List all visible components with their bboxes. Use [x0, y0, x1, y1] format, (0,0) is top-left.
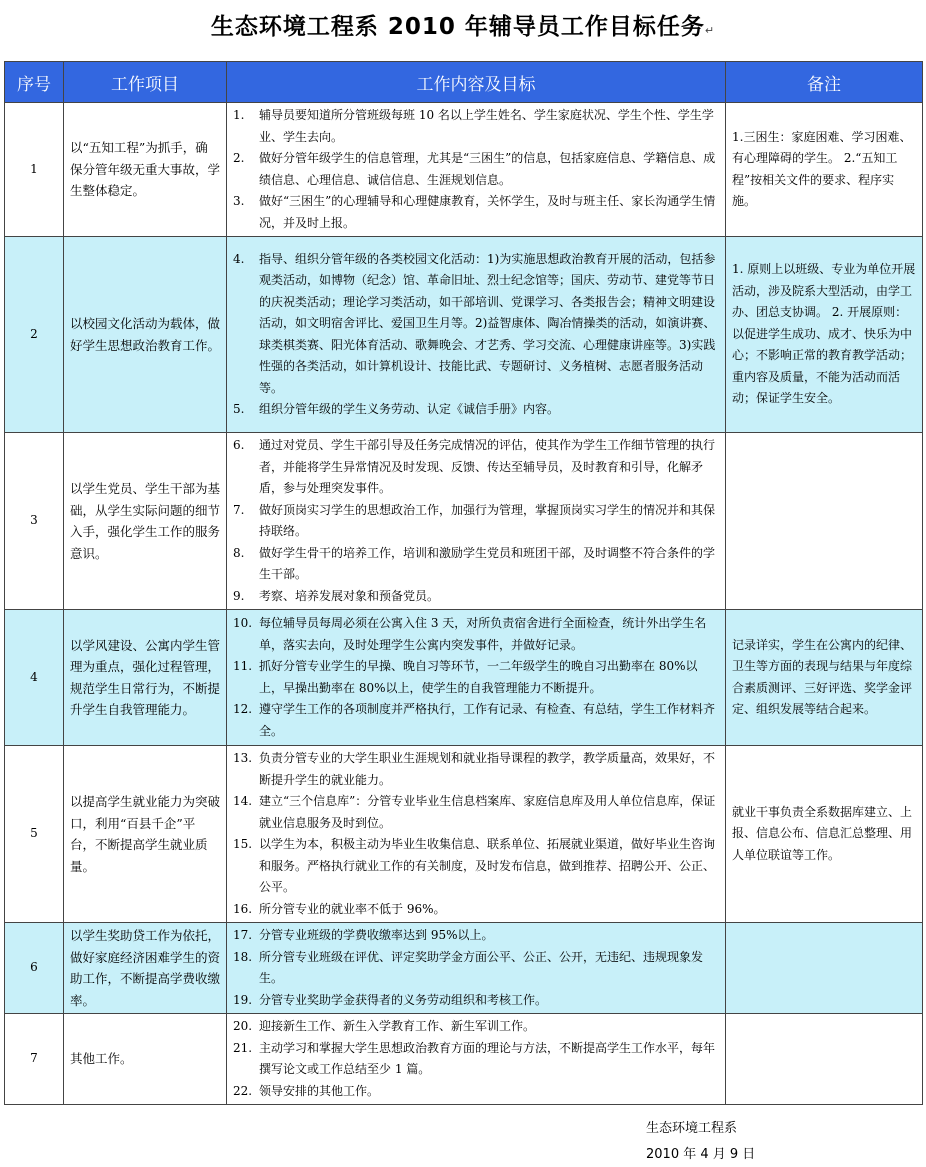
list-item: 1. 辅导员要知道所分管班级每班 10 名以上学生姓名、学生家庭状况、学生个性、学生学业、学生去向。: [233, 108, 714, 144]
list-item: 3. 做好“三困生”的心理辅导和心理健康教育，关怀学生，及时与班主任、家长沟通学生情况，并及时上报。: [233, 194, 716, 230]
row-number: 7: [5, 1014, 64, 1105]
list-item: 14. 建立“三个信息库”：分管专业毕业生信息档案库、家庭信息库及用人单位信息库，保证就业信息服务及时到位。: [233, 794, 716, 830]
content-cell: [227, 433, 726, 610]
list-item: 5. 组织分管年级的学生义务劳动、认定《诚信手册》内容。: [233, 402, 560, 416]
table-header-row: [5, 62, 923, 103]
header-content: 工作内容及目标: [227, 62, 726, 103]
header-note: 备注: [726, 62, 923, 103]
table-row: [5, 746, 923, 923]
header-project: 工作项目: [64, 62, 227, 103]
list-item: 16. 所分管专业的就业率不低于 96%。: [233, 901, 446, 916]
list-item: 10. 每位辅导员每周必须在公寓入住 3 天，对所负责宿舍进行全面检查，统计外出学生名单，落实去向，及时处理学生公寓内突发事件，并做好记录。: [233, 616, 707, 652]
project-cell: 以学生奖助贷工作为依托，做好家庭经济困难学生的资助工作，不断提高学费收缴率。: [64, 923, 227, 1014]
list-item: 18. 所分管专业班级在评优、评定奖助学金方面公平、公正、公开，无违纪、违规现象发生。: [233, 949, 704, 985]
content-cell: [227, 103, 726, 237]
note-cell: 1. 原则上以班级、专业为单位开展活动，涉及院系大型活动，由学工办、团总支协调。 2. 开展原则：以促进学生成功、成才、快乐为中心；不影响正常的教育教学活动；重内容及质量，不能为活动而活动；保证学生安全。: [726, 237, 923, 433]
project-cell: 以学风建设、公寓内学生管理为重点，强化过程管理，规范学生日常行为，不断提升学生自我管理能力。: [64, 610, 227, 746]
row-number: 1: [5, 103, 64, 237]
project-cell: 以校园文化活动为载体，做好学生思想政治教育工作。: [64, 237, 227, 433]
page-title: [0, 8, 926, 41]
list-item: 4. 指导、组织分管年级的各类校园文化活动：1)为实施思想政治教育开展的活动，包括参观类活动，如博物（纪念）馆、革命旧址、烈士纪念馆等；国庆、劳动节、建党等节日的庆祝类活动；理论学习类活动，如干部培训、党课学习、各类报告会；精神文明建设活动，如文明宿舍评比、爱国卫生月等。2)益智康体、陶冶情操类的活动，如演讲赛、球类棋类赛、阳光体育活动、歌舞晚会、才艺秀、学习交流、心理健康讲座等。3)实践性强的各类活动，如计算机设计、技能比武、专题研讨、义务植树、志愿者服务活动等。: [233, 251, 716, 395]
list-item: 6. 通过对党员、学生干部引导及任务完成情况的评估，使其作为学生工作细节管理的执行者，并能将学生异常情况及时发现、反馈、传达至辅导员，及时教育和引导，化解矛盾，参与处理突发事件。: [233, 438, 716, 495]
list-item: 9. 考察、培养发展对象和预备党员。: [233, 588, 440, 603]
project-cell: 以学生党员、学生干部为基础，从学生实际问题的细节入手，强化学生工作的服务意识。: [64, 433, 227, 610]
content-cell: [227, 1014, 726, 1105]
list-item: 15. 以学生为本，积极主动为毕业生收集信息、联系单位、拓展就业渠道，做好毕业生咨询和服务。严格执行就业工作的有关制度，及时发布信息，做到推荐、招聘公开、公正、公平。: [233, 837, 716, 894]
table-row: [5, 237, 923, 433]
list-item: 2. 做好分管年级学生的信息管理，尤其是“三困生”的信息，包括家庭信息、学籍信息、成绩信息、心理信息、诚信信息、生涯规划信息。: [233, 151, 716, 187]
row-number: 3: [5, 433, 64, 610]
list-item: 12. 遵守学生工作的各项制度并严格执行，工作有记录、有检查、有总结，学生工作材料齐全。: [233, 702, 716, 738]
table-row: [5, 1014, 923, 1105]
header-no: 序号: [5, 62, 64, 103]
table-row: [5, 103, 923, 237]
row-number: 2: [5, 237, 64, 433]
project-cell: 以提高学生就业能力为突破口，利用“百县千企”平台，不断提高学生就业质量。: [64, 746, 227, 923]
row-number: 5: [5, 746, 64, 923]
content-cell: [227, 746, 726, 923]
content-cell: [227, 610, 726, 746]
row-number: 6: [5, 923, 64, 1014]
note-cell: 1.三困生：家庭困难、学习困难、有心理障碍的学生。 2.“五知工程”按相关文件的要求、程序实施。: [726, 103, 923, 237]
list-item: 19. 分管专业奖助学金获得者的义务劳动组织和考核工作。: [233, 992, 548, 1007]
table-row: [5, 923, 923, 1014]
list-item: 17. 分管专业班级的学费收缴率达到 95%以上。: [233, 928, 494, 942]
table-row: [5, 610, 923, 746]
list-item: 13. 负责分管专业的大学生职业生涯规划和就业指导课程的教学，教学质量高，效果好，不断提升学生的就业能力。: [233, 751, 716, 787]
target-task-table: [4, 61, 923, 1105]
signature-date: 2010 年 4 月 9 日: [646, 1147, 756, 1162]
list-item: 21. 主动学习和掌握大学生思想政治教育方面的理论与方法，不断提高学生工作水平，每年撰写论文或工作总结至少 1 篇。: [233, 1040, 716, 1076]
list-item: 22. 领导安排的其他工作。: [233, 1083, 380, 1098]
note-cell: 记录详实，学生在公寓内的纪律、卫生等方面的表现与结果与年度综合素质测评、三好评选、奖学金评定、组织发展等结合起来。: [726, 610, 923, 746]
list-item: 7. 做好顶岗实习学生的思想政治工作，加强行为管理，掌握顶岗实习学生的情况并和其保持联络。: [233, 502, 716, 538]
title-text: 生态环境工程系 2010 年辅导员工作目标任务: [210, 14, 705, 40]
list-item: 20. 迎接新生工作、新生入学教育工作、新生军训工作。: [233, 1019, 536, 1033]
note-cell: [726, 433, 923, 610]
signature-org: 生态环境工程系: [646, 1121, 738, 1136]
list-item: 11. 抓好分管专业学生的早操、晚自习等环节，一二年级学生的晚自习出勤率在 80%以上，早操出勤率在 80%以上，使学生的自我管理能力不断提升。: [233, 659, 698, 695]
content-cell: [227, 237, 726, 433]
content-cell: [227, 923, 726, 1014]
project-cell: 其他工作。: [64, 1014, 227, 1105]
note-cell: [726, 1014, 923, 1105]
row-number: 4: [5, 610, 64, 746]
table-row: [5, 433, 923, 610]
paragraph-mark: ↵: [704, 24, 716, 37]
list-item: 8. 做好学生骨干的培养工作，培训和激励学生党员和班团干部，及时调整不符合条件的学生干部。: [233, 545, 716, 581]
note-cell: 就业干事负责全系数据库建立、上报、信息公布、信息汇总整理、用人单位联谊等工作。: [726, 746, 923, 923]
note-cell: [726, 923, 923, 1014]
project-cell: 以“五知工程”为抓手，确保分管年级无重大事故，学生整体稳定。: [64, 103, 227, 237]
